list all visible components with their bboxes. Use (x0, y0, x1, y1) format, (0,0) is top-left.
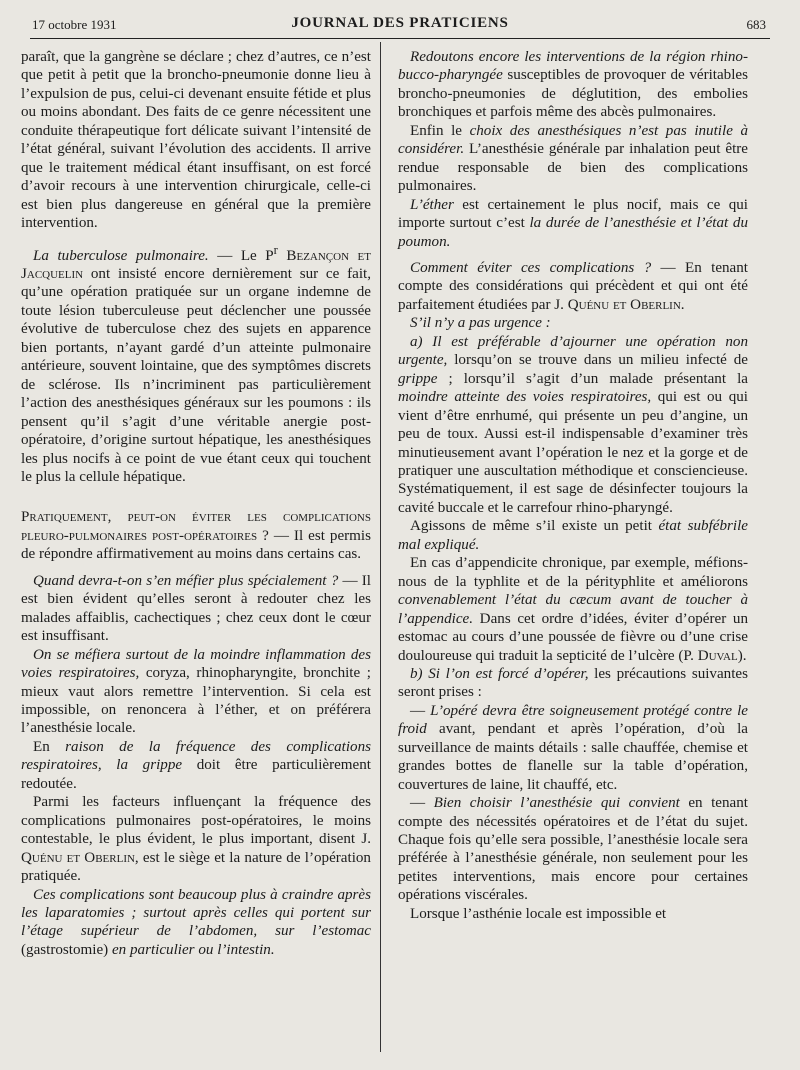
paragraph: On se méfiera surtout de la moindre inflammation des voies respiratoires, coryza, rhinopharyngite, bronchite ; mieux vaut alors remettre l’intervention. Si cela est impossible, on renoncera à l’éther, et on préférera l’anesthésie locale. (21, 646, 371, 737)
journal-title: JOURNAL DES PRATICIENS (291, 15, 509, 31)
section-heading-paragraph: Pratiquement, peut-on éviter les complications pleuro-pulmonaires post-opératoires ? — Il est permis de répondre affirmativement au moins dans certains cas. (21, 509, 371, 563)
paragraph: b) Si l’on est forcé d’opérer, les précautions suivantes seront prises : (398, 665, 748, 701)
paragraph: En raison de la fréquence des complications respiratoires, la grippe doit être particulièrement redoutée. (21, 738, 372, 792)
paragraph: Agissons de même s’il existe un petit état subfébrile mal expliqué. (398, 518, 748, 553)
column-divider (380, 42, 381, 1052)
paragraph: — L’opéré devra être soigneusement protégé contre le froid avant, pendant et après l’opération, d’où la surveillance de maints détails : salle chauffée, chemise et grandes bottes de flanelle sur la table d’opération, couvertures de laine, lit chauffé, etc. (398, 702, 748, 793)
paragraph: Parmi les facteurs influençant la fréquence des complications pulmonaires post-opératoires, le moins contestable, le plus évident, le plus important, disent J. Quénu et Oberlin, est le siège et la nature de l’opération pratiquée. (21, 794, 371, 885)
page-number: 683 (746, 17, 766, 32)
paragraph: Lorsque l’asthénie locale est impossible et (410, 905, 667, 922)
paragraph: Ces complications sont beaucoup plus à craindre après les laparatomies ; surtout après celles qui portent sur l’étage supérieur de l’abdomen, sur l’estomac (gastrostomie) en particulier ou l’intestin. (21, 886, 371, 958)
paragraph: S’il n’y a pas urgence : (410, 315, 551, 332)
paragraph: a) Il est préférable d’ajourner une opération non urgente, lorsqu’on se trouve dans un milieu infecté de grippe ; lorsqu’il s’agit d’un malade présentant la moindre atteinte des voies respiratoires, qui est ou qui vient d’être enrhumé, qui présente un peu d’angine, un peu de toux. Aussi est-il indispensable d’examiner très minutieusement avant l’opération le nez et la gorge et de pratiquer une auscultation méthodique et consciencieuse. Systématiquement, il est sage de désinfecter toujours la cavité buccale et le carrefour rhino-pharyngé. (398, 333, 748, 516)
paragraph: Redoutons encore les interventions de la région rhino-bucco-pharyngée susceptibles de provoquer de véritables broncho-pneumonies de déglutition, des embolies bronchiques et parfois même des abcès pulmonaires. (398, 49, 748, 121)
paragraph: L’éther est certainement le plus nocif, mais ce qui importe surtout c’est la durée de l’anesthésie et l’état du poumon. (398, 196, 748, 250)
left-column (21, 48, 371, 959)
paragraph: paraît, que la gangrène se déclare ; chez d’autres, ce n’est que petit à petit que la broncho-pneumonie donne lieu à l’expulsion de pus, celui-ci devenant ensuite fétide et plus ou moins abondant. Des faits de ce genre nécessitent une conduite thérapeutique fort délicate suivant l’intensité de l’état général, suivant l’évolution des accidents. Il arrive que le traitement médical étant insuffisant, on est forcé d’avoir recours à une intervention chirurgicale, celle-ci est bien plus dangereuse en général que la première intervention. (21, 49, 371, 232)
paragraph: Comment éviter ces complications ? — En tenant compte des considérations qui précèdent et qui ont été parfaitement étudiées par J. Quénu et Oberlin. (398, 259, 749, 313)
running-header (30, 12, 770, 39)
paragraph: — Bien choisir l’anesthésie qui convient en tenant compte des nécessités opératoires et de l’état du sujet. Chaque fois qu’elle sera possible, l’anesthésie locale sera préférée à l’anesthésie générale, non seulement pour les petites interventions, mais encore pour certaines opérations viscérales. (398, 795, 748, 904)
paragraph: Enfin le choix des anesthésiques n’est pas inutile à considérer. L’anesthésie générale par inhalation peut être rendue responsable de bien des complications pulmonaires. (398, 122, 748, 195)
issue-date: 17 octobre 1931 (32, 17, 117, 32)
paragraph: En cas d’appendicite chronique, par exemple, méfions-nous de la typhlite et de la pérityphlite et améliorons convenablement l’état du cæcum avant de toucher à l’appendice. Dans cet ordre d’idées, éviter d’opérer un estomac au cours d’une poussée de fièvre ou d’une crise douloureuse qui traduit la septicité de l’ulcère (P. Duval). (398, 555, 748, 664)
paragraph: Quand devra-t-on s’en méfier plus spécialement ? — Il est bien évident qu’elles seront à redouter chez les malades affaiblis, cachectiques ; chez ceux dont le cœur est insuffisant. (21, 572, 371, 645)
right-column (398, 48, 748, 923)
paragraph: La tuberculose pulmonaire. — Le $P^r$ Bezançon et Jacquelin ont insisté encore dernièrement sur ce fait, qu’une opération pratiquée sur un organe indemne de toute lésion tuberculeuse peut déclencher une poussée évolutive de tuberculose chez des sujets en apparence bien portants, n’ayant gardé d’un atteinte pulmonaire antérieure, souvent lointaine, que des symptômes discrets de sclérose. Ils n’incriminent pas particulièrement l’action des anesthésiques généraux sur les poumons : ils pensent qu’il s’agit d’une véritable anergie post-opératoire, d’origine surtout hépatique, les anesthésiques les plus nocifs à ce point de vue étant ceux qui touchent le plus la cellule hépatique. (21, 242, 371, 485)
